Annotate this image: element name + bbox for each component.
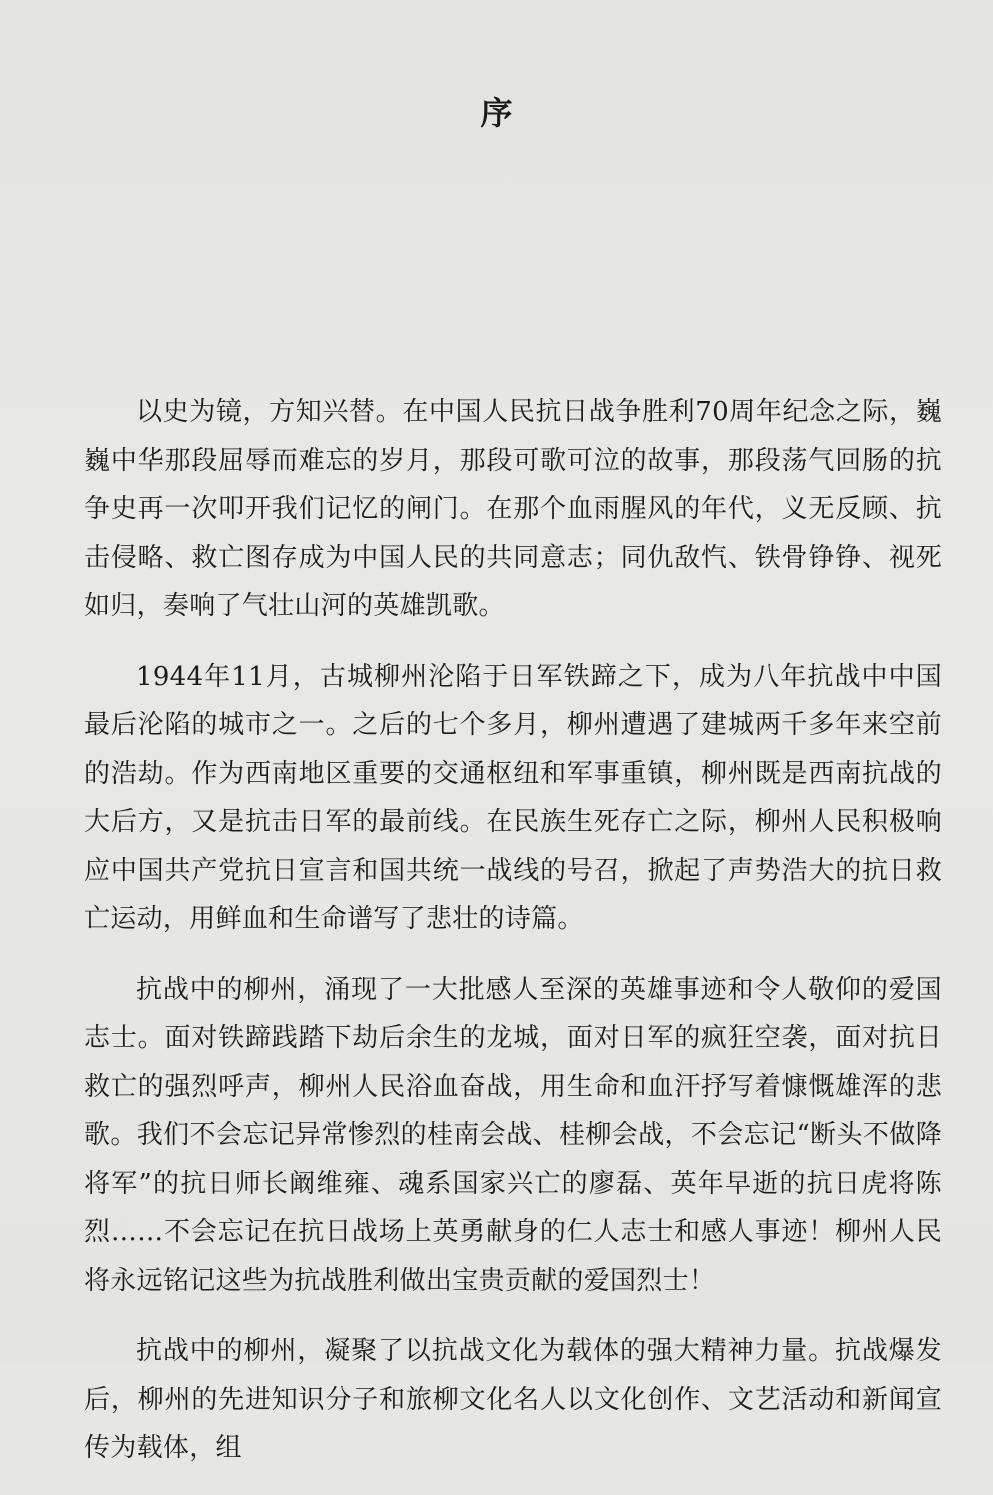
paragraph-4: 抗战中的柳州，凝聚了以抗战文化为载体的强大精神力量。抗战爆发后，柳州的先进知识分子和旅柳文化名人以文化创作、文艺活动和新闻宣传为载体，组	[84, 1336, 942, 1463]
page-title: 序	[480, 94, 513, 132]
paragraph-2: 1944年11月，古城柳州沦陷于日军铁蹄之下，成为八年抗战中中国最后沦陷的城市之一。之后的七个多月，柳州遭遇了建城两千多年来空前的浩劫。作为西南地区重要的交通枢纽和军事重镇，柳州既是西南抗战的大后方，又是抗击日军的最前线。在民族生死存亡之际，柳州人民积极响应中国共产党抗日宣言和国共统一战线的号召，掀起了声势浩大的抗日救亡运动，用鲜血和生命谱写了悲壮的诗篇。	[84, 661, 942, 934]
paragraph-3: 抗战中的柳州，涌现了一大批感人至深的英雄事迹和令人敬仰的爱国志士。面对铁蹄践踏下劫后余生的龙城，面对日军的疯狂空袭，面对抗日救亡的强烈呼声，柳州人民浴血奋战，用生命和血汗抒写着慷慨雄浑的悲歌。我们不会忘记异常惨烈的桂南会战、桂柳会战，不会忘记“断头不做降将军”的抗日师长阚维雍、魂系国家兴亡的廖磊、英年早逝的抗日虎将陈烈……不会忘记在抗日战场上英勇献身的仁人志士和感人事迹！柳州人民将永远铭记这些为抗战胜利做出宝贵贡献的爱国烈士！	[84, 974, 942, 1296]
paragraph-1: 以史为镜，方知兴替。在中国人民抗日战争胜利70周年纪念之际，巍巍中华那段屈辱而难忘的岁月，那段可歌可泣的故事，那段荡气回肠的抗争史再一次叩开我们记忆的闸门。在那个血雨腥风的年代，义无反顾、抗击侵略、救亡图存成为中国人民的共同意志；同仇敌忾、铁骨铮铮、视死如归，奏响了气壮山河的英雄凯歌。	[84, 397, 942, 621]
preface-body	[84, 388, 942, 1495]
